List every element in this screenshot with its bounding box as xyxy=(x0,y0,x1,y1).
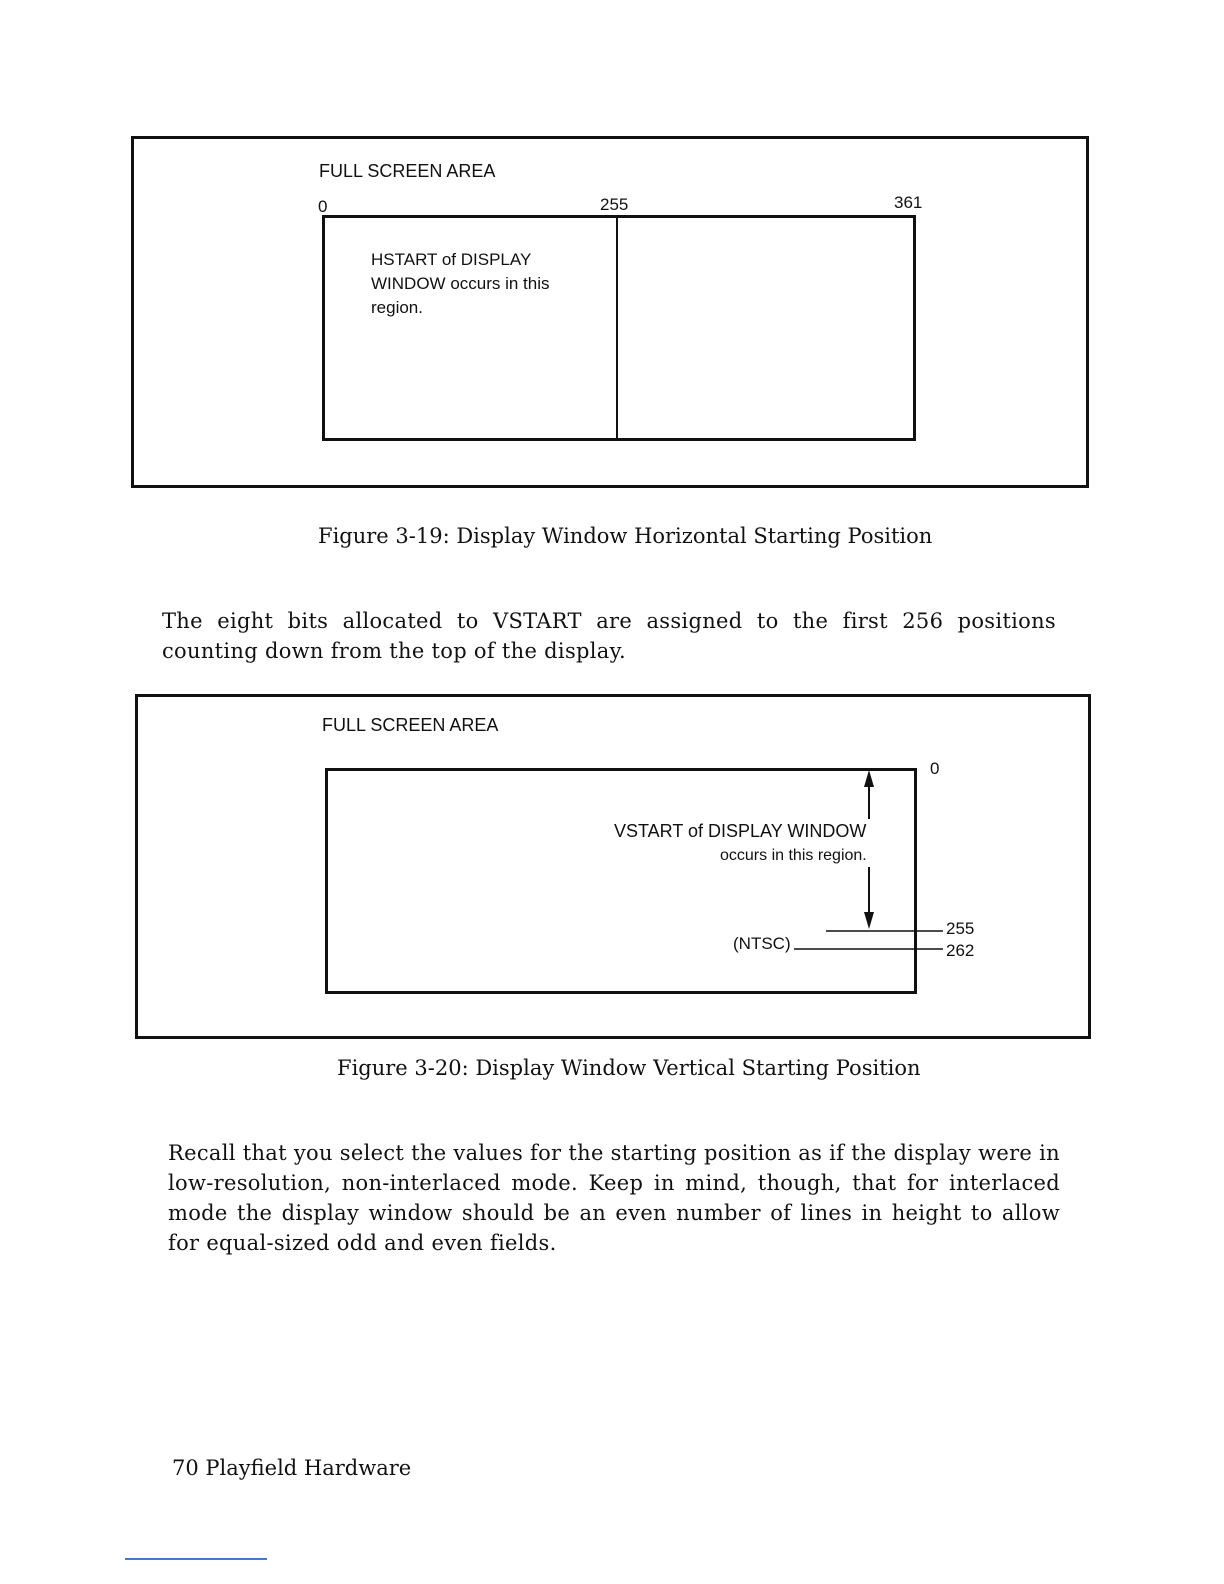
figure-3-19-caption: Figure 3-19: Display Window Horizontal Starting Position xyxy=(318,524,933,548)
page-footer xyxy=(172,1456,411,1480)
figure-3-20-frame xyxy=(135,694,1091,1039)
figure-3-20-caption: Figure 3-20: Display Window Vertical Starting Position xyxy=(337,1056,921,1080)
tick-v-262: 262 xyxy=(946,941,975,960)
arrow-up-head xyxy=(864,770,874,787)
tick-361: 361 xyxy=(894,193,923,212)
vstart-region-label-line1: VSTART of DISPLAY WINDOW xyxy=(614,821,867,841)
footnote-rule xyxy=(125,1558,267,1560)
figure-3-19-frame xyxy=(131,136,1089,488)
hstart-region-label: HSTART of DISPLAY WINDOW occurs in this region. xyxy=(371,250,550,317)
vstart-arrows xyxy=(138,697,1088,1037)
paragraph-vstart-bits: The eight bits allocated to VSTART are assigned to the first 256 positions counting down from the top of the display. xyxy=(162,609,1056,663)
vstart-region-label-line2: occurs in this region. xyxy=(720,847,867,864)
ntsc-label: (NTSC) xyxy=(733,934,791,953)
tick-255: 255 xyxy=(600,195,629,214)
arrow-down-head xyxy=(864,912,874,929)
hstart-divider-line xyxy=(616,218,618,438)
paragraph-interlaced-note: Recall that you select the values for the starting position as if the display were in low-resolution, non-interlaced mode. Keep in mind, though, that for interlaced mode the display window should be an even number of lines in height to allow for equal-sized odd and even fields. xyxy=(168,1141,1060,1255)
tick-v-255: 255 xyxy=(946,919,975,938)
full-screen-area-label-2: FULL SCREEN AREA xyxy=(322,715,499,735)
display-window-box xyxy=(322,215,916,441)
footer-section-title: Playfield Hardware xyxy=(205,1456,412,1480)
full-screen-area-label: FULL SCREEN AREA xyxy=(319,161,496,181)
tick-0: 0 xyxy=(318,197,328,216)
page-number: 70 xyxy=(172,1456,199,1480)
tick-v-0: 0 xyxy=(930,759,940,778)
